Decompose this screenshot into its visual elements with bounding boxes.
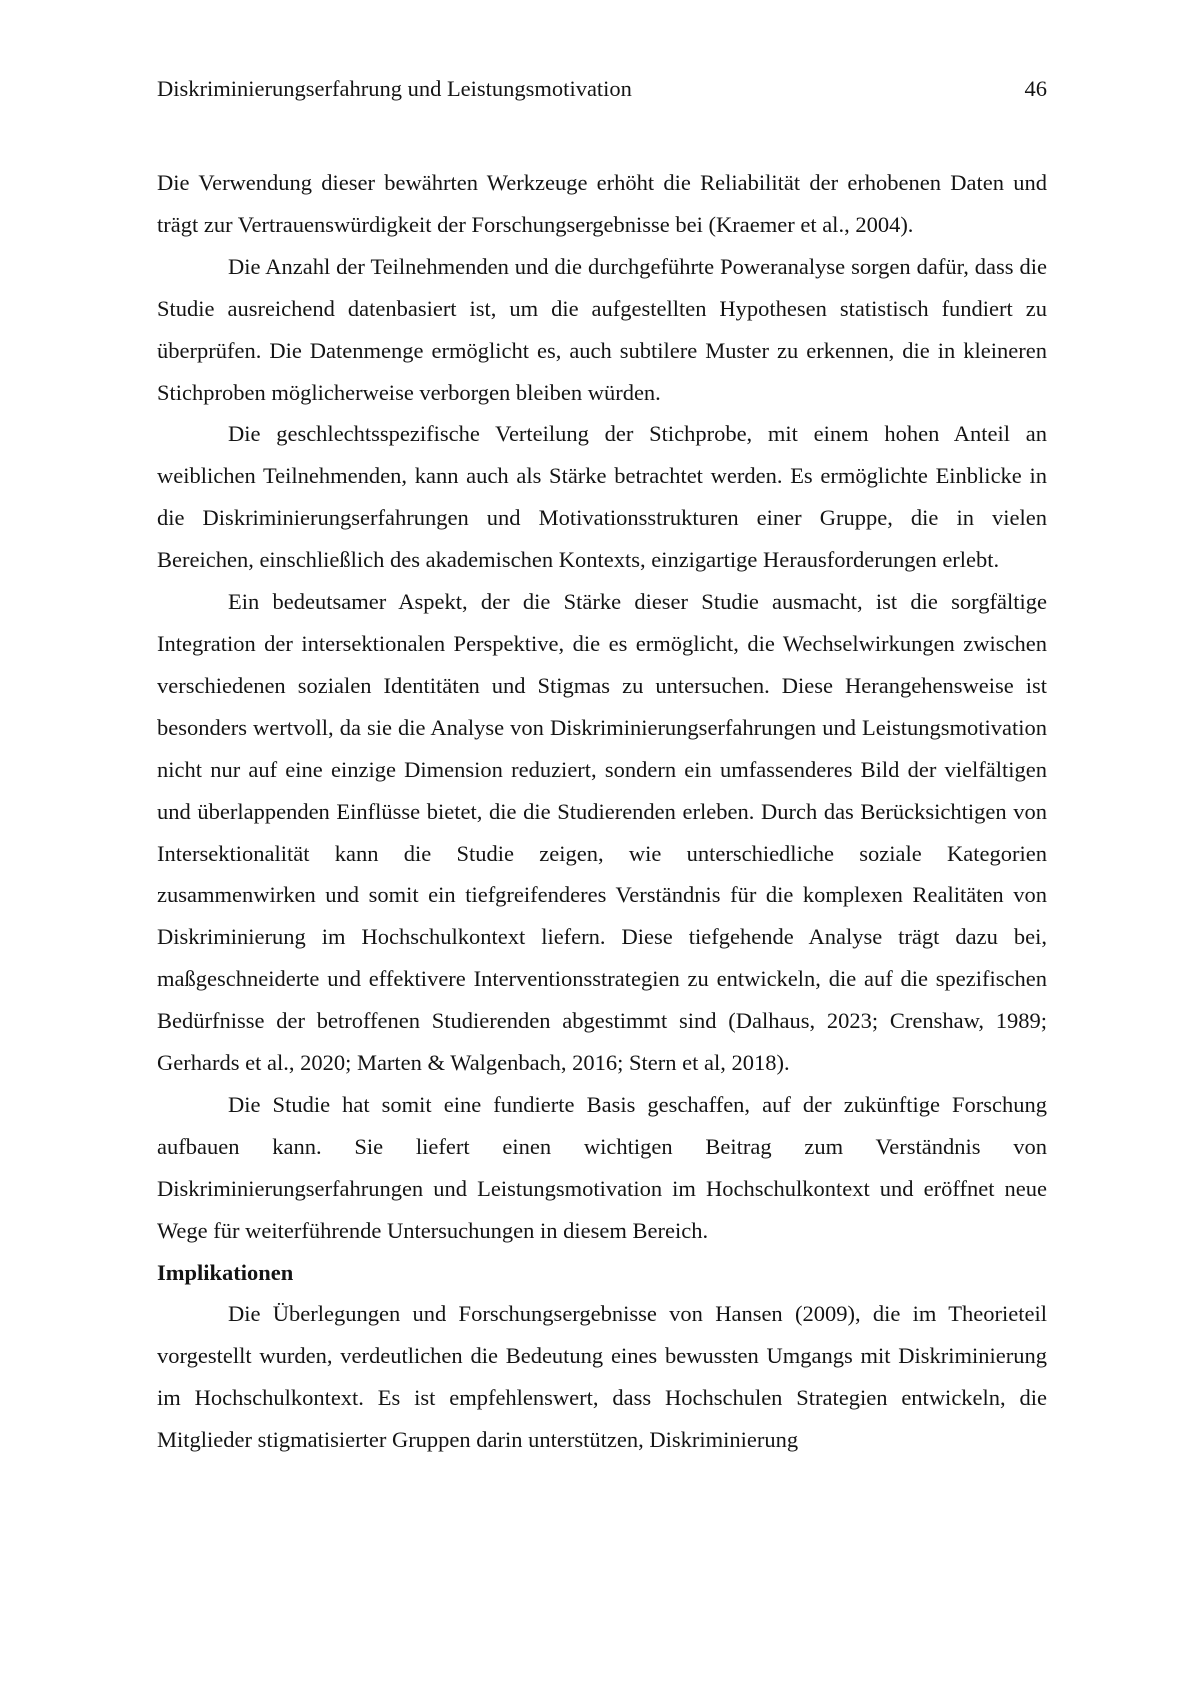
section-heading-implikationen: Implikationen <box>157 1259 294 1285</box>
running-title: Diskriminierungserfahrung und Leistungsmotivation <box>157 76 632 101</box>
page-number: 46 <box>1024 76 1047 101</box>
paragraph-1: Die Verwendung dieser bewährten Werkzeuge erhöht die Reliabilität der erhobenen Daten und trägt zur Vertrauenswürdigkeit der Forschungsergebnisse bei (Kraemer et al., 2004). <box>157 170 1047 237</box>
paragraph-3: Die geschlechtsspezifische Verteilung der Stichprobe, mit einem hohen Anteil an weiblichen Teilnehmenden, kann auch als Stärke betrachtet werden. Es ermöglichte Einblicke in die Diskriminierungserfahrungen und Motivationsstrukturen einer Gruppe, die in vielen Bereichen, einschließlich des akademischen Kontexts, einzigartige Herausforderungen erlebt. <box>157 421 1047 573</box>
paragraph-2: Die Anzahl der Teilnehmenden und die durchgeführte Poweranalyse sorgen dafür, dass die Studie ausreichend datenbasiert ist, um die aufgestellten Hypothesen statistisch fundiert zu überprüfen. Die Datenmenge ermöglicht es, auch subtilere Muster zu erkennen, die in kleineren Stichproben möglicherweise verborgen bleiben würden. <box>157 253 1047 405</box>
paragraph-5: Die Studie hat somit eine fundierte Basis geschaffen, auf der zukünftige Forschung aufbauen kann. Sie liefert einen wichtigen Beitrag zum Verständnis von Diskriminierungserfahrungen und Leistungsmotivation im Hochschulkontext und eröffnet neue Wege für weiterführende Untersuchungen in diesem Bereich. <box>157 1091 1047 1243</box>
body-text <box>157 162 1047 1461</box>
running-head <box>157 74 1047 104</box>
paragraph-4: Ein bedeutsamer Aspekt, der die Stärke dieser Studie ausmacht, ist die sorgfältige Integration der intersektionalen Perspektive, die es ermöglicht, die Wechselwirkungen zwischen verschiedenen sozialen Identitäten und Stigmas zu untersuchen. Diese Herangehensweise ist besonders wertvoll, da sie die Analyse von Diskriminierungserfahrungen und Leistungsmotivation nicht nur auf eine einzige Dimension reduziert, sondern ein umfassenderes Bild der vielfältigen und überlappenden Einflüsse bietet, die die Studierenden erleben. Durch das Berücksichtigen von Intersektionalität kann die Studie zeigen, wie unterschiedliche soziale Kategorien zusammenwirken und somit ein tiefgreifenderes Verständnis für die komplexen Realitäten von Diskriminierung im Hochschulkontext liefern. Diese tiefgehende Analyse trägt dazu bei, maßgeschneiderte und effektivere Interventionsstrategien zu entwickeln, die auf die spezifischen Bedürfnisse der betroffenen Studierenden abgestimmt sind (Dalhaus, 2023; Crenshaw, 1989; Gerhards et al., 2020; Marten & Walgenbach, 2016; Stern et al, 2018). <box>157 589 1047 1076</box>
paragraph-6: Die Überlegungen und Forschungsergebnisse von Hansen (2009), die im Theorieteil vorgestellt wurden, verdeutlichen die Bedeutung eines bewussten Umgangs mit Diskriminierung im Hochschulkontext. Es ist empfehlenswert, dass Hochschulen Strategien entwickeln, die Mitglieder stigmatisierter Gruppen darin unterstützen, Diskriminierung <box>157 1301 1047 1453</box>
